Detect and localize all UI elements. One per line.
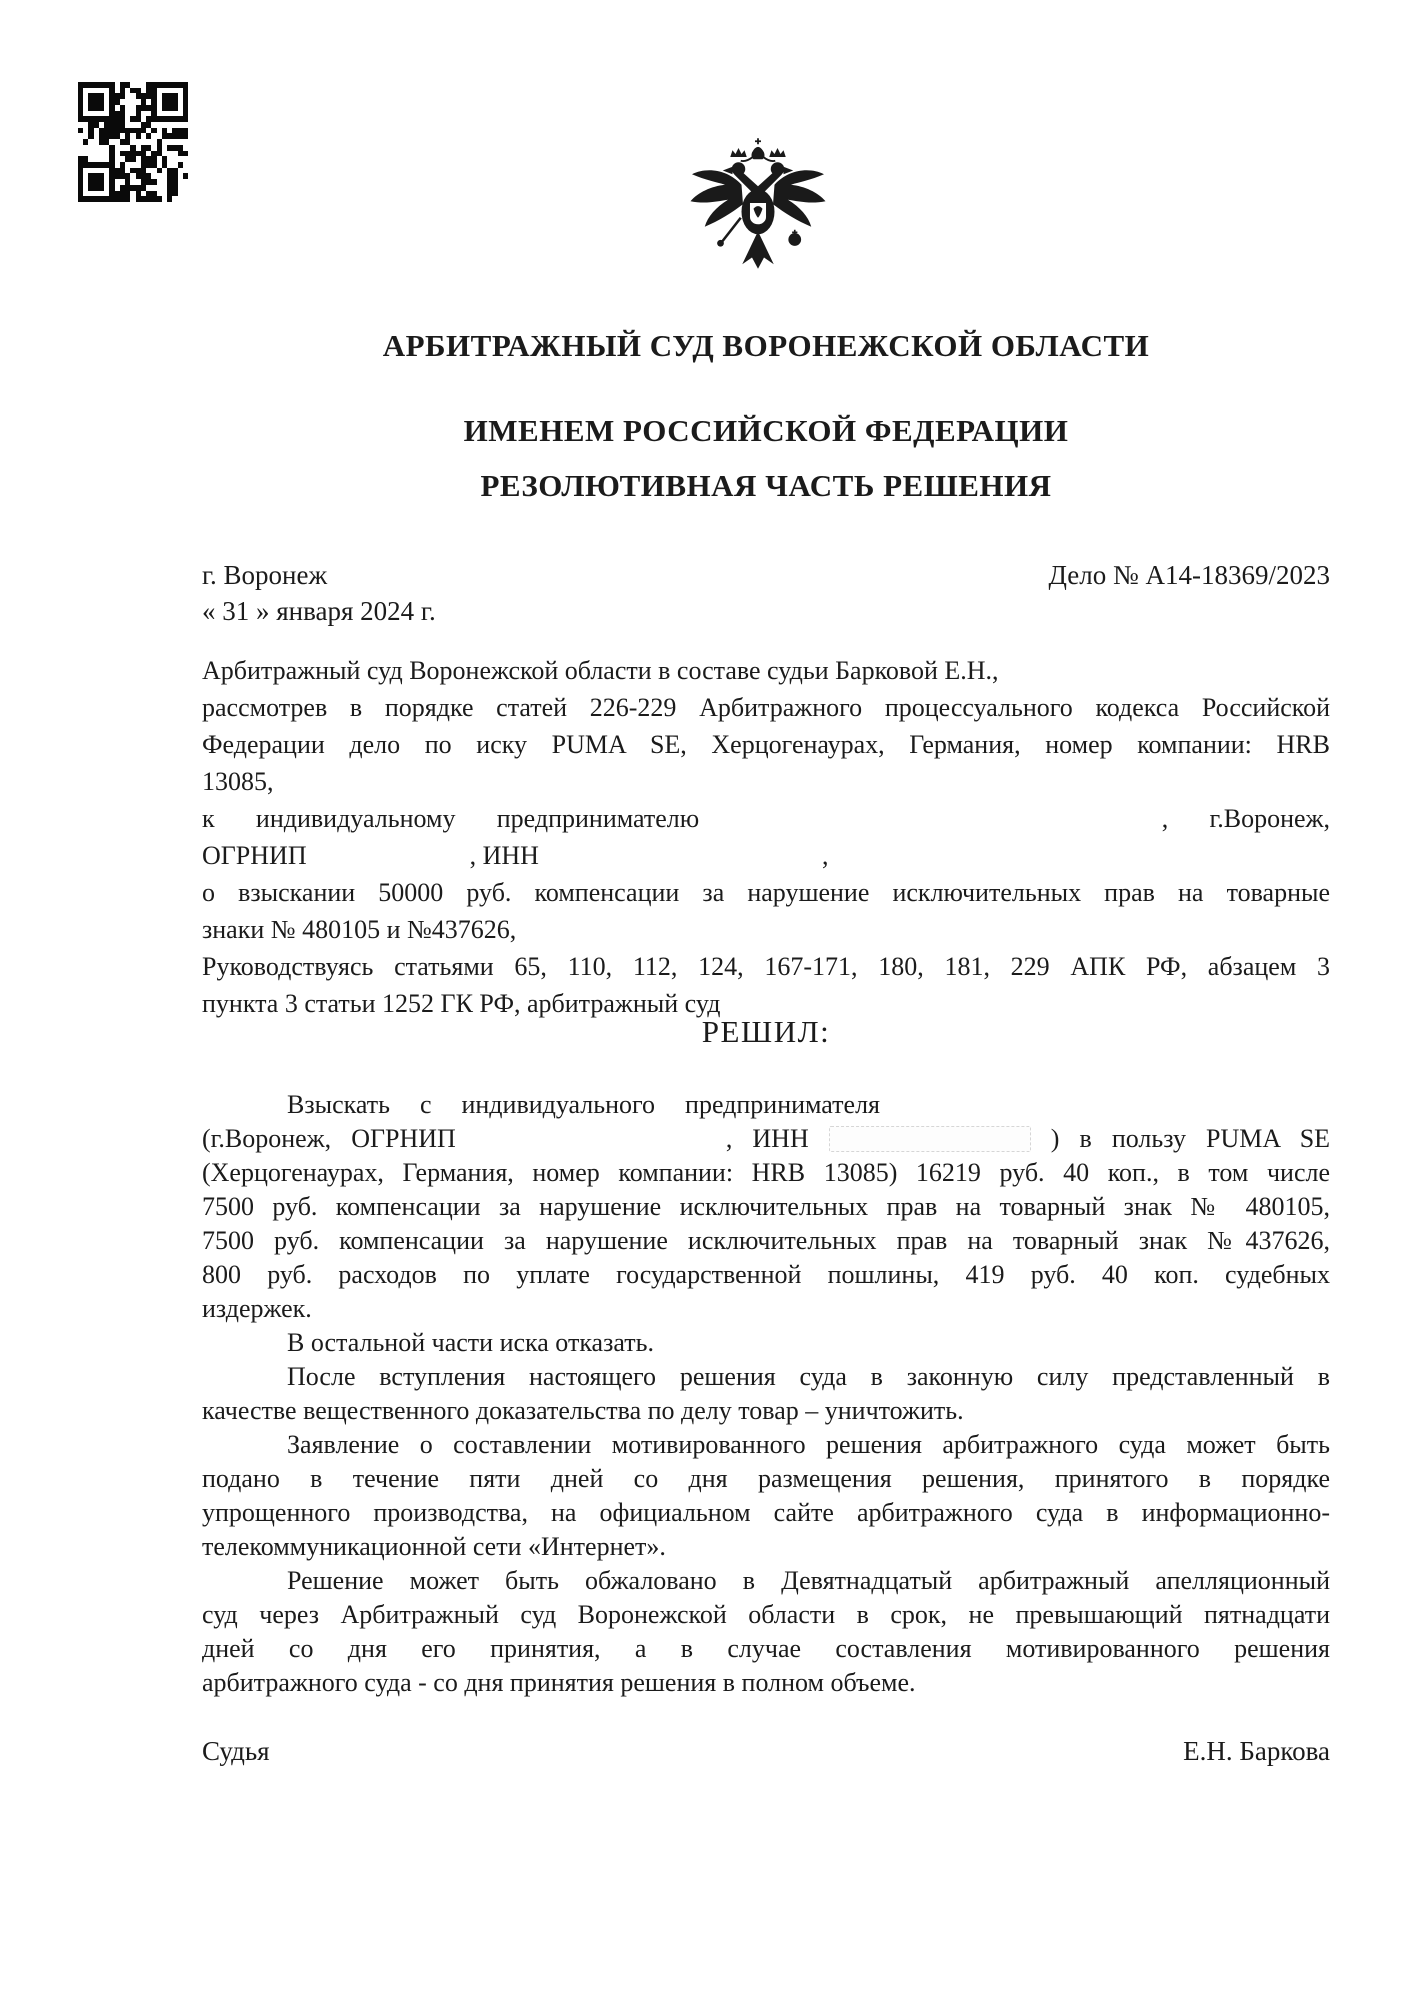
document-line bbox=[202, 1394, 1330, 1428]
document-line bbox=[202, 1360, 1330, 1394]
text-segment: с bbox=[419, 1090, 432, 1119]
signature-title: Судья bbox=[202, 1736, 270, 1766]
text-segment: ОГРНИП bbox=[202, 841, 307, 870]
document-line bbox=[202, 1428, 1330, 1462]
document-line bbox=[202, 1564, 1330, 1598]
text-segment: , bbox=[1161, 804, 1169, 833]
text-segment: издержек. bbox=[202, 1294, 312, 1323]
document-line bbox=[202, 1666, 1330, 1700]
document-line bbox=[202, 689, 1330, 726]
document-line bbox=[202, 1598, 1330, 1632]
document-line bbox=[202, 874, 1330, 911]
decision-date: « 31 » января 2024 г. bbox=[202, 596, 436, 626]
text-segment: Арбитражный суд Воронежской области в составе судьи Барковой Е.Н., bbox=[202, 656, 999, 685]
intro-paragraphs bbox=[202, 652, 1330, 1022]
document-line bbox=[202, 1530, 1330, 1564]
text-segment: Федерации дело по иску PUMA SE, Херцогенаурах, Германия, номер компании: HRB bbox=[202, 730, 1330, 759]
redaction-gap bbox=[545, 862, 815, 864]
text-segment: Решение может быть обжаловано в Девятнадцатый арбитражный апелляционный bbox=[287, 1566, 1330, 1595]
document-line bbox=[202, 911, 1330, 948]
document-line bbox=[202, 1462, 1330, 1496]
signature-row bbox=[202, 1736, 1330, 1767]
resolution-paragraphs bbox=[202, 1088, 1330, 1700]
text-segment: знаки № 480105 и №437626, bbox=[202, 915, 517, 944]
qr-code-icon bbox=[78, 82, 188, 202]
document-line bbox=[202, 1224, 1330, 1258]
text-segment: арбитражного суда - со дня принятия решения в полном объеме. bbox=[202, 1668, 916, 1697]
text-segment: к bbox=[202, 804, 215, 833]
text-segment: в bbox=[1079, 1124, 1092, 1153]
text-segment: SE bbox=[1299, 1124, 1330, 1153]
document-line bbox=[202, 1326, 1330, 1360]
text-segment: рассмотрев в порядке статей 226-229 Арбитражного процессуального кодекса Российской bbox=[202, 693, 1330, 722]
document-type-heading: РЕЗОЛЮТИВНАЯ ЧАСТЬ РЕШЕНИЯ bbox=[480, 468, 1052, 503]
document-line bbox=[202, 1258, 1330, 1292]
text-segment: ОГРНИП bbox=[351, 1124, 456, 1153]
redaction-gap bbox=[740, 825, 1120, 827]
resolution-heading: РЕШИЛ: bbox=[701, 1014, 831, 1049]
judge-name: Е.Н. Баркова bbox=[1183, 1736, 1330, 1766]
text-segment: подано в течение пяти дней со дня размещения решения, принятого в порядке bbox=[202, 1464, 1330, 1493]
document-line bbox=[202, 948, 1330, 985]
case-info-row bbox=[202, 560, 1330, 591]
text-segment: Взыскать bbox=[287, 1090, 390, 1119]
text-segment: качестве вещественного доказательства по делу товар – уничтожить. bbox=[202, 1396, 964, 1425]
text-segment: ) bbox=[1050, 1124, 1060, 1153]
text-segment: пользу bbox=[1111, 1124, 1186, 1153]
text-segment: , bbox=[725, 1124, 733, 1153]
text-segment: После вступления настоящего решения суда в законную силу представленный в bbox=[287, 1362, 1330, 1391]
text-segment: В остальной части иска отказать. bbox=[287, 1328, 654, 1357]
document-line bbox=[202, 1190, 1330, 1224]
document-line bbox=[202, 1632, 1330, 1666]
text-segment: 7500 руб. компенсации за нарушение исключительных прав на товарный знак №437626, bbox=[202, 1226, 1330, 1255]
text-segment: суд через Арбитражный суд Воронежской области в срок, не превышающий пятнадцати bbox=[202, 1600, 1330, 1629]
russian-coat-of-arms-icon bbox=[683, 134, 833, 294]
text-segment: (Херцогенаурах, Германия, номер компании: HRB 13085) 16219 руб. 40 коп., в том числе bbox=[202, 1158, 1330, 1187]
redacted-area bbox=[829, 1126, 1031, 1152]
text-segment: телекоммуникационной сети «Интернет». bbox=[202, 1532, 666, 1561]
text-segment: ИНН bbox=[752, 1124, 809, 1153]
document-line bbox=[202, 800, 1330, 837]
document-line bbox=[202, 837, 1330, 874]
text-segment: , bbox=[821, 841, 829, 870]
in-name-of-heading: ИМЕНЕМ РОССИЙСКОЙ ФЕДЕРАЦИИ bbox=[463, 413, 1069, 448]
redaction-gap bbox=[313, 862, 463, 864]
text-segment: предпринимателю bbox=[496, 804, 700, 833]
document-line bbox=[202, 763, 1330, 800]
text-segment: индивидуальному bbox=[255, 804, 456, 833]
case-number: Дело № А14-18369/2023 bbox=[1048, 560, 1330, 590]
text-segment: пункта 3 статьи 1252 ГК РФ, арбитражный суд bbox=[202, 989, 721, 1018]
text-segment: дней со дня его принятия, а в случае составления мотивированного решения bbox=[202, 1634, 1330, 1663]
text-segment: 7500 руб. компенсации за нарушение исключительных прав на товарный знак № 480105, bbox=[202, 1192, 1330, 1221]
text-segment: Заявление о составлении мотивированного решения арбитражного суда может быть bbox=[287, 1430, 1330, 1459]
document-line bbox=[202, 1122, 1330, 1156]
document-line bbox=[202, 1088, 1330, 1122]
document-line bbox=[202, 1156, 1330, 1190]
text-segment: , ИНН bbox=[469, 841, 539, 870]
court-name-heading: АРБИТРАЖНЫЙ СУД ВОРОНЕЖСКОЙ ОБЛАСТИ bbox=[382, 328, 1150, 363]
text-segment: Руководствуясь статьями 65, 110, 112, 124, 167-171, 180, 181, 229 АПК РФ, абзацем 3 bbox=[202, 952, 1330, 981]
text-segment: (г.Воронеж, bbox=[202, 1124, 332, 1153]
redaction-gap bbox=[910, 1111, 1330, 1113]
text-segment: 800 руб. расходов по уплате государственной пошлины, 419 руб. 40 коп. судебных bbox=[202, 1260, 1330, 1289]
document-line bbox=[202, 1292, 1330, 1326]
redaction-gap bbox=[476, 1145, 706, 1147]
text-segment: о взыскании 50000 руб. компенсации за нарушение исключительных прав на товарные bbox=[202, 878, 1330, 907]
document-line bbox=[202, 652, 1330, 689]
text-segment: 13085, bbox=[202, 767, 274, 796]
city-label: г. Воронеж bbox=[202, 560, 328, 590]
document-line bbox=[202, 1496, 1330, 1530]
text-segment: упрощенного производства, на официальном сайте арбитражного суда в информационно- bbox=[202, 1498, 1330, 1527]
text-segment: PUMA bbox=[1205, 1124, 1280, 1153]
text-segment: индивидуального bbox=[461, 1090, 656, 1119]
text-segment: г.Воронеж, bbox=[1209, 804, 1330, 833]
document-line bbox=[202, 726, 1330, 763]
text-segment: предпринимателя bbox=[685, 1090, 881, 1119]
